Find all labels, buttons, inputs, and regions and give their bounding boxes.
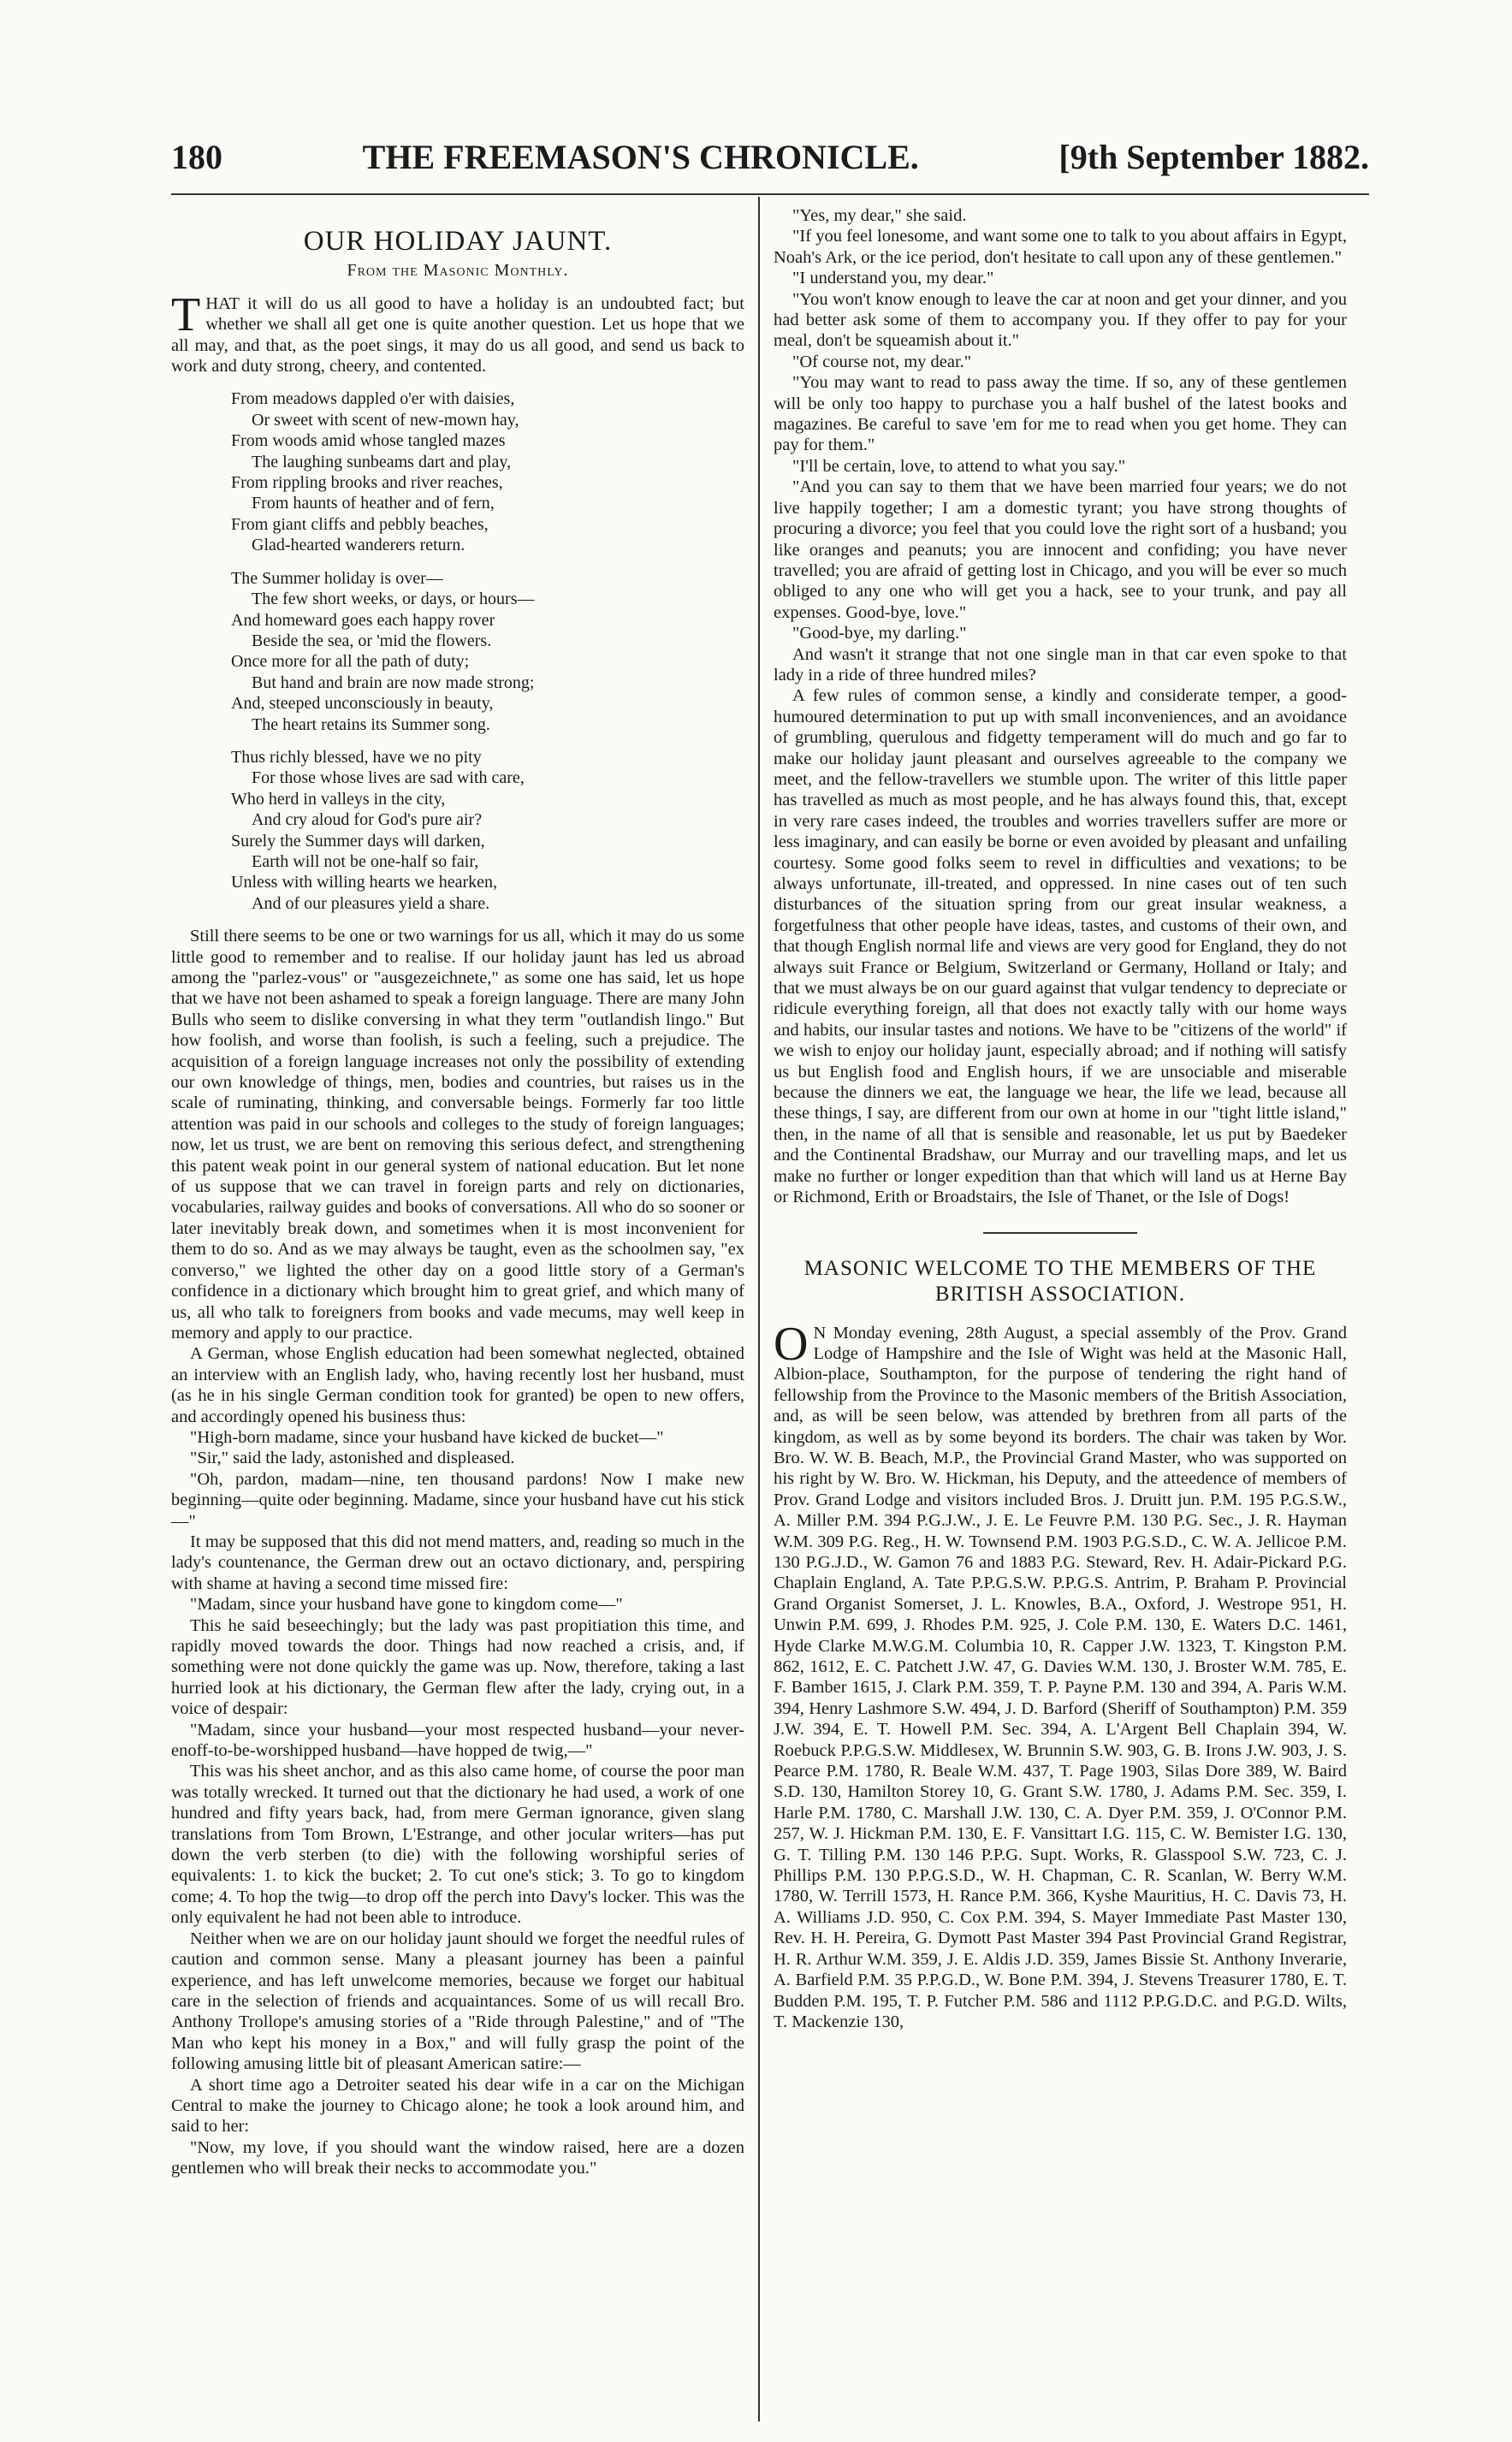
paragraph: A German, whose English education had been somewhat neglected, obtained an interview with an English lady, who, having recently lost her husband, must (as he in his single German condition took for granted) be open to new offers, and accordingly opened his business thus: — [171, 1344, 744, 1426]
poem — [231, 388, 744, 914]
paragraph: "High-born madame, since your husband have kicked de bucket—" — [190, 1427, 664, 1447]
drop-cap: T — [171, 287, 201, 341]
poem-stanza: From meadows dappled o'er with daisies, Or sweet with scent of new-mown hay, From woods amid whose tangled mazes The laughing sunbeams dart and play, From rippling brooks and river reaches, From haunts of heather and of fern, From giant cliffs and pebbly beaches, Glad-hearted wanderers return. — [231, 389, 519, 555]
paragraph: "I understand you, my dear." — [792, 269, 994, 288]
column-rule — [758, 197, 760, 2421]
left-column — [171, 214, 744, 2179]
paragraph: A short time ago a Detroiter seated his dear wife in a car on the Michigan Central to make the journey to Chicago alone; he took a look around him, and said to her: — [171, 2075, 744, 2137]
paragraph: "Sir," said the lady, astonished and displeased. — [190, 1449, 515, 1468]
poem-stanza: Thus richly blessed, have we no pity For those whose lives are sad with care, Who herd in valleys in the city, And cry aloud for God's pure air? Surely the Summer days will darken, Earth will not be one-half so fair, Unless with willing hearts we hearken, And of our pleasures yield a share. — [231, 747, 525, 913]
paragraph: "Good-bye, my darling." — [792, 624, 967, 643]
paragraph: It may be supposed that this did not mend matters, and, reading so much in the lady's countenance, the German drew out an octavo dictionary, and, perspiring with shame at having a second time missed fire: — [171, 1532, 744, 1593]
paragraph: "Of course not, my dear." — [792, 352, 972, 371]
header-rule — [171, 193, 1369, 195]
paragraph: "I'll be certain, love, to attend to what you say." — [792, 456, 1126, 476]
article-intro: THAT it will do us all good to have a holiday is an undoubted fact; but whether we shall all get one is quite another question. Let us hope that we all may, and that, as the poet sings, it may do us all good, and send us back to work and duty strong, cheery, and contented. — [171, 287, 744, 376]
page-header — [171, 137, 1369, 188]
paragraph: Still there seems to be one or two warnings for us all, which it may do us some little good to remember and to realise. If our holiday jaunt has led us abroad among the "parlez-vous" or "ausgezeichnete," as some one has said, let us hope that we have not been ashamed to speak a foreign language. There are many John Bulls who seem to dislike conversing in what they term "outlandish lingo." But how foolish, and worse than foolish, is such a feeling, such a prejudice. The acquisition of a foreign language increases not only the possibility of extending our own knowledge of things, men, bodies and countries, but raises us in the scale of ruminating, thinking, and conversable beings. Formerly far too little attention was paid in our schools and colleges to the study of foreign languages; now, let us trust, we are bent on removing this serious defect, and strengthening this patent weak point in our general system of national education. But let none of us suppose that we can travel in foreign parts and rely on dictionaries, vocabularies, railway guides and books of conversations. All who do so sooner or later inevitably break down, and sometimes when it is most inconvenient for them to do so. And as we may always be taught, even as the schoolmen say, "ex converso," we lighted the other day on a good little story of a German's confidence in a dictionary which brought him to great grief, and which many of us, all who talk to foreigners from books and vade mecums, may well keep in memory and apply to our practice. — [171, 927, 744, 1343]
right-column — [774, 205, 1347, 2032]
poem-stanza: The Summer holiday is over— The few short weeks, or days, or hours— And homeward goes each happy rover Beside the sea, or 'mid the flowers. Once more for all the path of duty; But hand and brain are now made strong; And, steeped unconsciously in beauty, The heart retains its Summer song. — [231, 568, 535, 734]
paragraph: "And you can say to them that we have been married four years; we do not live happily together; I am a domestic tyrant; you have strong thoughts of procuring a divorce; you feel that you could love the right sort of a husband; you like oranges and peanuts; you are innocent and confiding; you have never travelled; you are afraid of getting lost in Chicago, and you will be ever so much obliged to any one who will get you a hack, see to your trunk, and pay all expenses. Good-bye, love." — [774, 477, 1347, 622]
journal-title: THE FREEMASON'S CHRONICLE. — [362, 138, 919, 176]
article-title: OUR HOLIDAY JAUNT. — [303, 226, 613, 257]
paragraph: And wasn't it strange that not one single man in that car even spoke to that lady in a ride of three hundred miles? — [774, 644, 1347, 685]
paragraph: "Now, my love, if you should want the window raised, here are a dozen gentlemen who will break their necks to accommodate you." — [171, 2137, 744, 2178]
paragraph: "Madam, since your husband have gone to kingdom come—" — [190, 1595, 623, 1615]
paragraph: A few rules of common sense, a kindly and considerate temper, a good-humoured determination to put up with small inconveniences, and an avoidance of grumbling, querulous and fidgetty temperament will do much and go far to make our holiday jaunt pleasant and ourselves agreeable to the company we meet, and the fellow-travellers we stumble upon. The writer of this little paper has travelled as much as most people, and he has always found this, that, except in very rare cases indeed, the troubles and worries travellers suffer are more or less imaginary, and can easily be borne or even avoided by pleasant and unfailing courtesy. Some good folks seem to revel in difficulties and vexations; to be always unfortunate, ill-treated, and oppressed. In nine cases out of ten such disturbances of the situation spring from our great insular weakness, a forgetfulness that other people have ideas, tastes, and customs of their own, and that though English normal life and views are very good for England, they do not always suit France or Belgium, Switzerland or Germany, Holland or Italy; and that we must always be on our guard against that vulgar tendency to depreciate or ridicule everything foreign, all that does not exactly tally with our home ways and habits, our insular tastes and notions. We have to be "citizens of the world" if we wish to enjoy our holiday jaunt, especially abroad; and if nothing will satisfy us but English food and English hours, if we are unsociable and miserable because the dinners we eat, the language we hear, the life we lead, because all these things, I say, are different from our own at home in our "tight little island," then, in the name of all that is sensible and reasonable, let us put by Baedeker and the Continental Bradshaw, our Murray and our travelling maps, and let us make no further or longer expedition than that which will land us at Herne Bay or Richmond, Erith or Broadstairs, the Isle of Thanet, or the Isle of Dogs! — [774, 686, 1347, 1207]
paragraph: "You may want to read to pass away the time. If so, any of these gentlemen will be only too happy to purchase you a half bushel of the latest books and magazines. Be careful to save 'em for me to read when you get home. They can pay for them." — [774, 373, 1347, 455]
paragraph: This was his sheet anchor, and as this also came home, of course the poor man was totally wrecked. It turned out that the dictionary he had used, a work of one hundred and fifty years back, had, from mere German ignorance, given slang translations from Tom Brown, L'Estrange, and other jocular writers—has put down the verb sterben (to die) with the following worshipful series of equivalents: 1. to kick the bucket; 2. To cut one's stick; 3. To go to kingdom come; 4. To hop the twig—to drop off the perch into Davy's locker. This was the only equivalent he had not been able to introduce. — [171, 1762, 744, 1928]
page-number: 180 — [171, 138, 222, 176]
article-title-2: MASONIC WELCOME TO THE MEMBERS OF THE BRITISH ASSOCIATION. — [803, 1256, 1317, 1306]
paragraph: This he said beseechingly; but the lady was past propitiation this time, and rapidly moved towards the door. Things had now reached a crisis, and, if something were not done quickly the game was up. Now, therefore, taking a last hurried look at his dictionary, the German flew after the lady, crying out, in a voice of despair: — [171, 1615, 744, 1719]
paragraph: "Yes, my dear," she said. — [792, 206, 967, 225]
paragraph: "Madam, since your husband—your most respected husband—your never-enoff-to-be-worshipped husband—have hopped de twig,—" — [171, 1720, 744, 1761]
drop-cap: O — [774, 1317, 809, 1371]
paragraph: "Oh, pardon, madam—nine, ten thousand pardons! Now I make new beginning—quite oder beginning. Madame, since your husband have cut his stick—" — [171, 1469, 744, 1531]
paragraph: "You won't know enough to leave the car at noon and get your dinner, and you had better ask some of them to accompany you. If they offer to pay for your meal, don't be squeamish about it." — [774, 289, 1347, 351]
article-body-2: O N Monday evening, 28th August, a special assembly of the Prov. Grand Lodge of Hampshire and the Isle of Wight was held at the Masonic Hall, Albion-place, Southampton, for the purpose of tendering the right hand of fellowship from the Province to the Masonic members of the British Association, and, as will be seen below, was attended by brethren from all parts of the kingdom, as well as by some beyond its borders. The chair was taken by Wor. Bro. W. W. B. Beach, M.P., the Provincial Grand Master, who was supported on his right by W. Bro. W. Hickman, his Deputy, and the atteedence of members of Prov. Grand Lodge and visitors included Bros. J. Druitt jun. P.M. 195 P.G.S.W., A. Miller P.M. 394 P.G.J.W., J. E. Le Feuvre P.M. 130 P.G. Sec., J. R. Hayman W.M. 309 P.G. Reg., H. W. Townsend P.M. 1903 P.G.S.D., C. W. A. Jellicoe P.M. 130 P.G.J.D., W. Gamon 76 and 1883 P.G. Steward, Rev. H. Adair-Pickard P.G. Chaplain England, A. Tate P.P.G.S.W. P.P.G.S. Antrim, P. Braham P. Provincial Grand Organist Somerset, J. L. Knowles, B.A., Oxford, J. Westrope 951, H. Unwin P.M. 699, J. Rhodes P.M. 925, J. Cole P.M. 130, E. Waters D.C. 1461, Hyde Clarke M.W.G.M. Columbia 10, R. Capper J.W. 1323, T. Kingston P.M. 862, 1612, E. C. Patchett J.W. 47, G. Davies W.M. 130, J. Broster W.M. 785, E. F. Bamber 1615, J. Clark P.M. 359, T. P. Payne P.M. 130 and 394, A. Paris W.M. 394, Henry Lashmore S.W. 494, J. D. Barford (Sheriff of Southampton) P.M. 359 J.W. 394, E. T. Howell P.M. Sec. 394, A. L'Argent Bell Chaplain 394, W. Roebuck P.P.G.S.W. Middlesex, W. Brunnin S.W. 903, G. B. Irons J.W. 903, J. S. Pearce P.M. 1780, R. Beale W.M. 437, T. Page 1903, Silas Dore 389, W. Baird S.D. 130, Hamilton Storey 10, G. Grant S.W. 1780, J. Adams P.M. Sec. 359, I. Harle P.M. 1780, C. Marshall J.W. 130, C. A. Dyer P.M. 359, J. O'Connor P.M. 257, W. J. Hickman P.M. 130, E. F. Vansittart I.G. 115, C. W. Bemister I.G. 130, G. T. Tilling P.M. 130 146 P.P.G. Supt. Works, R. Glasspool S.W. 723, C. J. Phillips P.M. 130 P.P.G.S.D., W. H. Chapman, C. R. Scanlan, W. Berry W.M. 1780, W. Terrill 1573, H. Rance P.M. 366, Kyshe Mauritius, H. C. Davis 73, H. A. Williams J.D. 950, C. Cox P.M. 394, S. Mayer Immediate Past Master 130, Rev. H. H. Pereira, G. Dymott Past Master 394 Past Provincial Grand Registrar, H. R. Arthur W.M. 359, J. E. Aldis J.D. 359, James Bissie St. Anthony Inverarie, A. Barfield P.M. 35 P.P.G.D., W. Bone P.M. 394, J. Stevens Treasurer 1780, E. T. Budden P.M. 195, T. P. Futcher P.M. 586 and 1112 P.P.G.D.C. and P.G.D. Wilts, T. Mackenzie 130, — [774, 1317, 1347, 2031]
article-source: From the Masonic Monthly. — [347, 261, 569, 281]
paragraph: "If you feel lonesome, and want some one to talk to you about affairs in Egypt, Noah's Ark, or the ice period, don't hesitate to call upon any of these gentlemen." — [774, 227, 1347, 267]
paragraph: Neither when we are on our holiday jaunt should we forget the needful rules of caution and common sense. Many a pleasant journey has been a painful experience, and has left unwelcome memories, because we forget our habitual care in the selection of friends and acquaintances. Some of us will recall Bro. Anthony Trollope's amusing stories of a "Ride through Palestine," and of "The Man who kept his money in a Box," and will fully grasp the point of the following amusing little bit of pleasant American satire:— — [171, 1929, 744, 2074]
section-divider — [983, 1232, 1137, 1234]
issue-date: [9th September 1882. — [1058, 138, 1369, 176]
